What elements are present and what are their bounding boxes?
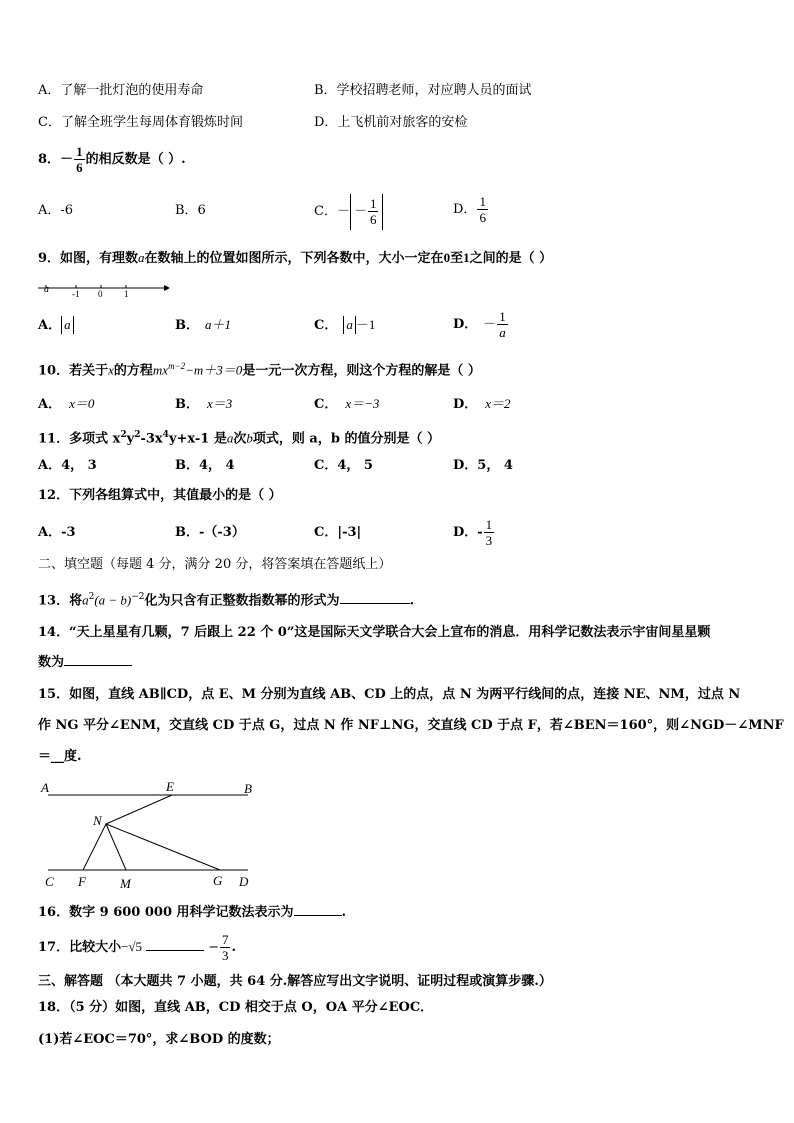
q12-option-a: A．-3	[38, 525, 76, 540]
label-m: M	[120, 876, 131, 891]
q12-option-d-fraction	[484, 517, 495, 548]
q13-text-b: 化为只含有正整数指数幂的形式为	[144, 593, 340, 609]
q11-option-a: A．4， 3	[38, 458, 97, 473]
q9-zhi: 至	[450, 251, 464, 266]
q10-option-b-label: B．	[175, 397, 199, 412]
q10-option-c-value: x＝−3	[345, 396, 380, 411]
q13-expr-2: (a − b)	[94, 592, 132, 608]
q9-axis-zero-label: 0	[98, 289, 103, 299]
q11-text-1: y	[126, 431, 135, 447]
q12-option-b: B．-（-3）	[175, 525, 245, 540]
q15-line-1: 15．如图，直线 AB∥CD，点 E、M 分别为直线 AB、CD 上的点，点 N 为两平行线间的点，连接 NE、NM，过点 N	[38, 687, 741, 702]
q12-option-d-den: 3	[485, 533, 493, 548]
q10-option-a	[38, 395, 94, 414]
segment-nf	[83, 824, 106, 870]
q15-line-3: ＝__度.	[38, 749, 82, 764]
q10-text-a: 10．若关于	[38, 363, 109, 379]
q9-zero: 0	[443, 250, 451, 265]
q9-number-line	[36, 280, 170, 300]
label-e: E	[166, 779, 174, 794]
q17-minus: −	[208, 940, 219, 955]
q10-option-c-label: C．	[314, 397, 338, 412]
q10-text-b: 的方程	[113, 363, 153, 379]
q15-figure	[38, 778, 268, 893]
q12-option-d	[453, 516, 495, 550]
q11-text-a: 11．多项式 x	[38, 431, 121, 447]
q18-line-2: (1)若∠EOC＝70°，求∠BOD 的度数；	[38, 1032, 280, 1047]
q11-question	[38, 426, 440, 448]
q10-option-c	[314, 395, 379, 414]
q14-answer-blank[interactable]	[64, 665, 132, 666]
q10-option-a-label: A．	[38, 397, 62, 412]
q12-option-c: C．|-3|	[314, 525, 362, 540]
q16-question	[38, 904, 346, 922]
q9-option-a	[38, 316, 74, 335]
q9-option-d-num: 1	[499, 309, 506, 324]
q9-var-a: a	[138, 250, 145, 265]
q10-option-d-value: x＝2	[485, 396, 511, 411]
label-b: B	[244, 781, 252, 796]
q9-option-d-fraction	[497, 309, 508, 340]
segment-ne	[106, 795, 172, 824]
q10-option-b-value: x＝3	[207, 396, 233, 411]
q9-option-c-label: C．	[314, 318, 338, 333]
q8-frac-num: 1	[76, 144, 83, 159]
q16-answer-blank[interactable]	[294, 915, 342, 916]
q11-sup-2: 2	[134, 430, 141, 440]
q10-eq-tail: −m＋3＝0	[185, 362, 243, 378]
q13-text-a: 13．将	[38, 593, 83, 609]
q13-end: .	[409, 593, 415, 609]
q8-option-d-label: D．	[453, 202, 477, 217]
q10-question	[38, 357, 481, 380]
q9-axis-one-label: 1	[124, 289, 129, 299]
q9-option-a-value: a	[61, 316, 74, 334]
label-n: N	[93, 813, 102, 828]
q10-option-d-label: D．	[453, 397, 478, 412]
q9-option-a-label: A．	[38, 318, 62, 333]
q8-option-c-abs	[350, 194, 384, 230]
q16-end: .	[341, 905, 347, 920]
q17-question	[38, 930, 236, 965]
q14-line-2-text: 数为	[38, 655, 65, 670]
q9-text-c: 之间的是（ ）	[469, 251, 553, 266]
q17-frac-num: 7	[221, 932, 229, 947]
q9-option-b-value: a＋1	[205, 317, 232, 332]
q13-sup-1: 2	[88, 592, 95, 602]
q10-option-d	[453, 395, 511, 414]
q8-option-d-fraction	[477, 194, 488, 225]
q9-text-a: 9．如图，有理数	[38, 251, 139, 266]
q9-text-b: 在数轴上的位置如图所示，下列各数中，大小一定在	[144, 251, 444, 266]
q11-sup-3: 4	[162, 430, 169, 440]
q13-question	[38, 588, 414, 610]
q8-fraction	[74, 144, 85, 175]
q11-option-d: D．5， 4	[453, 458, 513, 473]
q8-option-c-den: 6	[369, 212, 377, 227]
q8-option-b: B．6	[175, 203, 206, 218]
q16-text: 16．数字 9 600 000 用科学记数法表示为	[38, 905, 294, 920]
q12-question: 12．下列各组算式中，其值最小的是（ ）	[38, 488, 282, 503]
q8-option-d	[453, 194, 489, 226]
q9-axis-neg1-label: -1	[72, 289, 80, 299]
q12-option-d-label: D．-	[453, 525, 483, 540]
q8-option-c-minus: －	[336, 204, 350, 219]
q9-one: 1	[463, 250, 470, 265]
q8-frac-den: 6	[76, 160, 83, 175]
q7-option-a: A．了解一批灯泡的使用寿命	[38, 83, 204, 98]
q8-option-d-num: 1	[479, 194, 486, 209]
q13-sup-2: −2	[131, 592, 145, 602]
q17-end: .	[231, 940, 236, 955]
q9-option-b-label: B．	[175, 318, 199, 333]
q11-option-b: B．4， 4	[175, 458, 235, 473]
q9-option-c-abs: a	[343, 316, 356, 334]
q14-line-1: 14．“天上星星有几颗，7 后跟上 22 个 0”这是国际天文学联合大会上宣布的消息．用科学记数法表示宇宙间星星颗	[38, 625, 711, 640]
q17-minus-sqrt5: −√5	[121, 939, 143, 954]
q8-option-c	[314, 194, 383, 230]
label-a: A	[41, 780, 49, 795]
q10-text-c: 是一元一次方程，则这个方程的解是（ ）	[242, 363, 481, 379]
q8-text: 的相反数是（ ）.	[85, 152, 186, 167]
label-c: C	[45, 874, 54, 889]
q14-line-2	[38, 654, 132, 672]
q10-option-a-value: x＝0	[69, 396, 95, 411]
q17-frac-den: 3	[221, 948, 229, 963]
q8-option-a: A．-6	[38, 203, 74, 218]
section-2-heading: 二、填空题（每题 4 分，满分 20 分，将答案填在答题纸上）	[38, 557, 392, 572]
q10-var-x: x	[108, 362, 114, 378]
q8-minus: －	[60, 152, 74, 167]
q11-var-b: b	[246, 430, 253, 446]
q8-option-c-num: 1	[369, 196, 377, 211]
q9-option-d-minus: －	[483, 317, 497, 332]
q12-option-d-num: 1	[485, 517, 493, 532]
q9-option-c	[314, 316, 375, 335]
q10-option-b	[175, 395, 232, 414]
q18-line-1: 18．（5 分）如图，直线 AB，CD 相交于点 O，OA 平分∠EOC．	[38, 1000, 434, 1015]
q7-option-d: D．上飞机前对旅客的安检	[314, 115, 468, 130]
q17-answer-blank[interactable]	[146, 950, 204, 951]
q9-option-d-den: a	[499, 325, 506, 340]
q8-option-c-inner-minus: －	[353, 204, 367, 219]
q8-number: 8．	[38, 152, 61, 167]
q8-option-c-fraction	[368, 196, 379, 227]
q17-text: 17．比较大小	[38, 940, 122, 955]
q8-option-c-label: C．	[314, 204, 337, 219]
q10-eq-mx: mx	[152, 362, 169, 378]
q11-text-3: y+x-1 是	[168, 431, 227, 447]
label-g: G	[213, 873, 223, 888]
q11-var-a: a	[226, 430, 234, 446]
q11-sup-1: 2	[120, 430, 127, 440]
q11-text-4: 次	[233, 431, 247, 447]
q17-fraction	[220, 932, 231, 963]
q9-question	[38, 249, 552, 268]
q9-option-b	[175, 316, 231, 335]
q8-question	[38, 144, 186, 175]
q7-option-c: C．了解全班学生每周体育锻炼时间	[38, 115, 243, 130]
q9-axis-a-label: a	[44, 284, 49, 295]
q11-text-2: -3x	[140, 431, 163, 447]
label-d: D	[239, 874, 249, 889]
section-3-heading: 三、解答题 （本大题共 7 小题，共 64 分.解答应写出文字说明、证明过程或演算步骤.）	[38, 974, 552, 989]
q9-option-d	[453, 308, 509, 342]
q11-text-5: 项式，则 a，b 的值分别是（ ）	[252, 431, 440, 447]
q7-option-b: B．学校招聘老师，对应聘人员的面试	[314, 83, 532, 98]
q10-eq-exponent: m−2	[168, 361, 186, 371]
q8-option-d-den: 6	[479, 210, 486, 225]
q13-answer-blank[interactable]	[340, 603, 410, 604]
label-f: F	[78, 874, 86, 889]
q9-option-d-label: D．	[453, 317, 478, 332]
q11-option-c: C．4， 5	[314, 458, 373, 473]
q13-expr-a: a	[82, 592, 89, 608]
q15-line-2: 作 NG 平分∠ENM，交直线 CD 于点 G，过点 N 作 NF⊥NG，交直线 CD 于点 F，若∠BEN＝160°，则∠NGD－∠MNF	[38, 718, 784, 733]
q9-option-c-tail: －1	[355, 317, 376, 332]
